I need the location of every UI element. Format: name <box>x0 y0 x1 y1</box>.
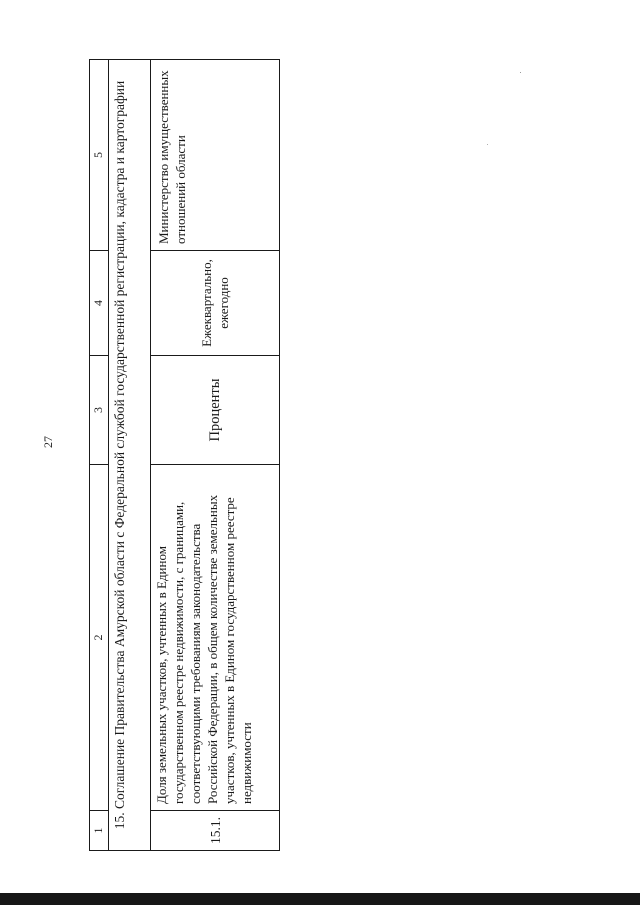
responsible-body: Министерство имущественных отношений области <box>150 59 280 251</box>
scan-bottom-edge <box>0 893 640 905</box>
column-header-2: 2 <box>89 464 109 811</box>
column-header-3: 3 <box>89 355 109 465</box>
document-table <box>89 59 280 851</box>
column-header-5: 5 <box>89 59 109 251</box>
page-number: 27 <box>41 436 55 448</box>
scan-speck <box>520 72 521 73</box>
column-header-1: 1 <box>89 810 109 851</box>
column-header-4: 4 <box>89 250 109 356</box>
indicator-name: Доля земельных участков, учтенных в Едином государственном реестре недвижимости, с границами, соответствующими требованиям законодательства Российской Федерации, в общем количестве земельных участков, учтенных в Едином государственном реестре недвижимости <box>150 464 280 811</box>
row-number: 15.1. <box>150 810 280 851</box>
section-caption: 15. Соглашение Правительства Амурской области с Федеральной службой государственной регистрации, кадастра и картографии <box>108 59 151 851</box>
unit-of-measure: Проценты <box>150 355 280 465</box>
scan-speck <box>487 144 488 145</box>
periodicity: Ежеквартально, ежегодно <box>150 250 280 356</box>
